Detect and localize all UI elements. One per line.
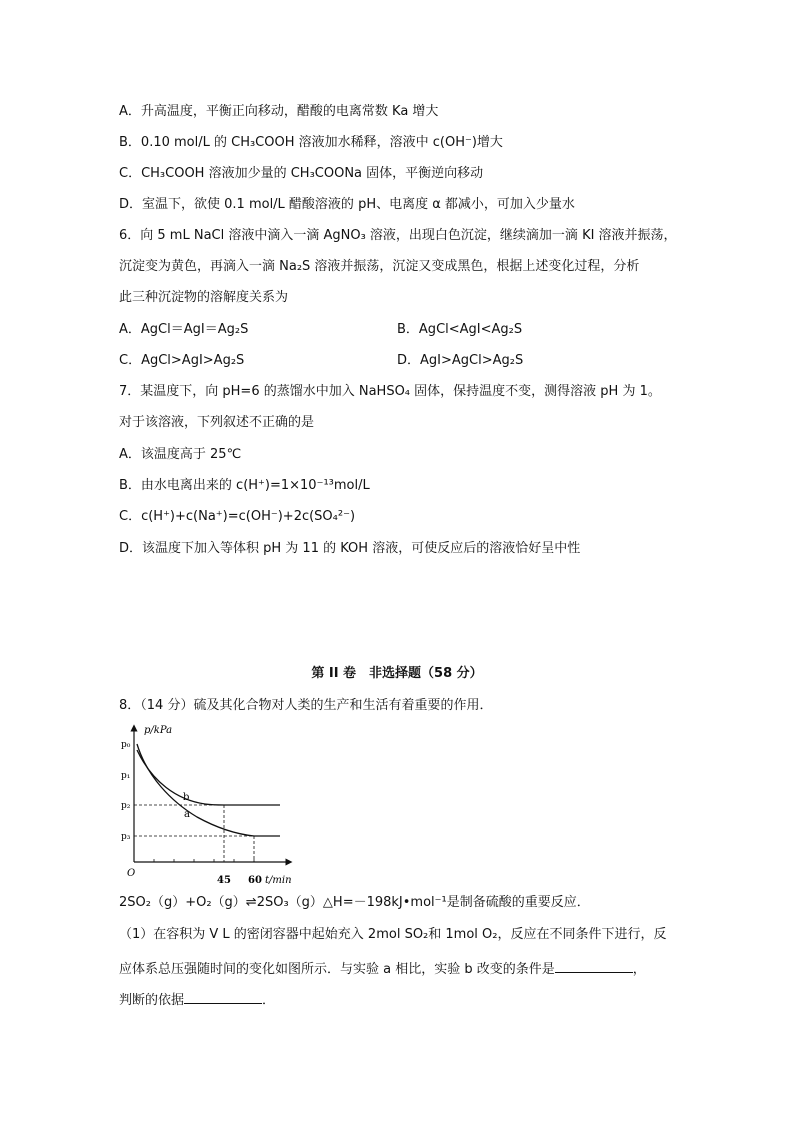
q5-option-d: D．室温下，欲使 0.1 mol/L 醋酸溶液的 pH、电离度 α 都减小，可加入少量水 <box>119 197 575 212</box>
q5-option-a: A．升高温度，平衡正向移动，醋酸的电离常数 Ka 增大 <box>119 104 439 119</box>
y-tick-p3: p₃ <box>121 832 131 842</box>
q7-option-a: A．该温度高于 25℃ <box>119 447 242 462</box>
q5-option-b: B．0.10 mol/L 的 CH₃COOH 溶液加水稀释，溶液中 c(OH⁻)增大 <box>119 135 503 150</box>
q8-sub1-line1: （1）在容积为 V L 的密闭容器中起始充入 2mol SO₂和 1mol O₂，反应在不同条件下进行，反 <box>119 927 667 942</box>
y-tick-p1: p₁ <box>121 771 131 781</box>
answer-blank-1 <box>555 958 633 973</box>
q6-option-d: D．AgI>AgCl>Ag₂S <box>397 353 524 368</box>
y-tick-p2: p₂ <box>121 801 131 811</box>
q6-stem-line2: 沉淀变为黄色，再滴入一滴 Na₂S 溶液并振荡，沉淀又变成黑色，根据上述变化过程，分析 <box>119 259 640 274</box>
q8-stem: 8．（14 分）硫及其化合物对人类的生产和生活有着重要的作用． <box>119 698 493 713</box>
q8-sub1-line3 <box>119 989 275 1010</box>
q7-option-b: B．由水电离出来的 c(H⁺)=1×10⁻¹³mol/L <box>119 478 370 493</box>
q8-sub1-line2-end: ， <box>632 962 646 977</box>
x-tick-45: 45 <box>217 875 231 886</box>
q5-option-c: C．CH₃COOH 溶液加少量的 CH₃COONa 固体，平衡逆向移动 <box>119 166 484 181</box>
q6-option-b: B．AgCl<AgI<Ag₂S <box>397 322 523 337</box>
curve-a <box>137 744 280 836</box>
q8-sub1-line3-end: ． <box>262 993 276 1008</box>
q8-reaction: 2SO₂（g）+O₂（g）⇌2SO₃（g）△H=－198kJ•mol⁻¹是制备硫酸的重要反应． <box>119 895 590 910</box>
q6-stem-line3: 此三种沉淀物的溶解度关系为 <box>119 290 289 305</box>
curve-b-label: b <box>183 792 190 803</box>
curve-a-label: a <box>184 809 190 820</box>
pressure-time-figure <box>117 722 297 890</box>
q6-stem-line1: 6．向 5 mL NaCl 溶液中滴入一滴 AgNO₃ 溶液，出现白色沉淀，继续滴加一滴 KI 溶液并振荡， <box>119 228 677 243</box>
x-tick-60: 60 <box>248 875 262 886</box>
x-axis-label: t/min <box>265 875 292 886</box>
curve-b <box>137 750 280 805</box>
y-axis-label: p/kPa <box>144 725 173 736</box>
q8-sub1-line2-text: 应体系总压强随时间的变化如图所示．与实验 a 相比，实验 b 改变的条件是 <box>119 962 555 977</box>
q8-sub1-line3-text: 判断的依据 <box>119 993 185 1008</box>
q7-stem-line1: 7．某温度下，向 pH=6 的蒸馏水中加入 NaHSO₄ 固体，保持温度不变，测得溶液 pH 为 1。 <box>119 384 661 399</box>
q6-option-a: A．AgCl＝AgI＝Ag₂S <box>119 322 249 337</box>
y-tick-p0: p₀ <box>121 740 131 750</box>
q7-stem-line2: 对于该溶液，下列叙述不正确的是 <box>119 415 315 430</box>
q7-option-d: D．该温度下加入等体积 pH 为 11 的 KOH 溶液，可使反应后的溶液恰好呈中性 <box>119 541 581 556</box>
origin-label: O <box>127 868 136 879</box>
q8-sub1-line2 <box>119 958 646 979</box>
q7-option-c: C．c(H⁺)+c(Na⁺)=c(OH⁻)+2c(SO₄²⁻) <box>119 509 356 524</box>
answer-blank-2 <box>184 989 262 1004</box>
q6-option-c: C．AgCl>AgI>Ag₂S <box>119 353 245 368</box>
section-title: 第 II 卷 非选择题（58 分） <box>311 666 483 681</box>
